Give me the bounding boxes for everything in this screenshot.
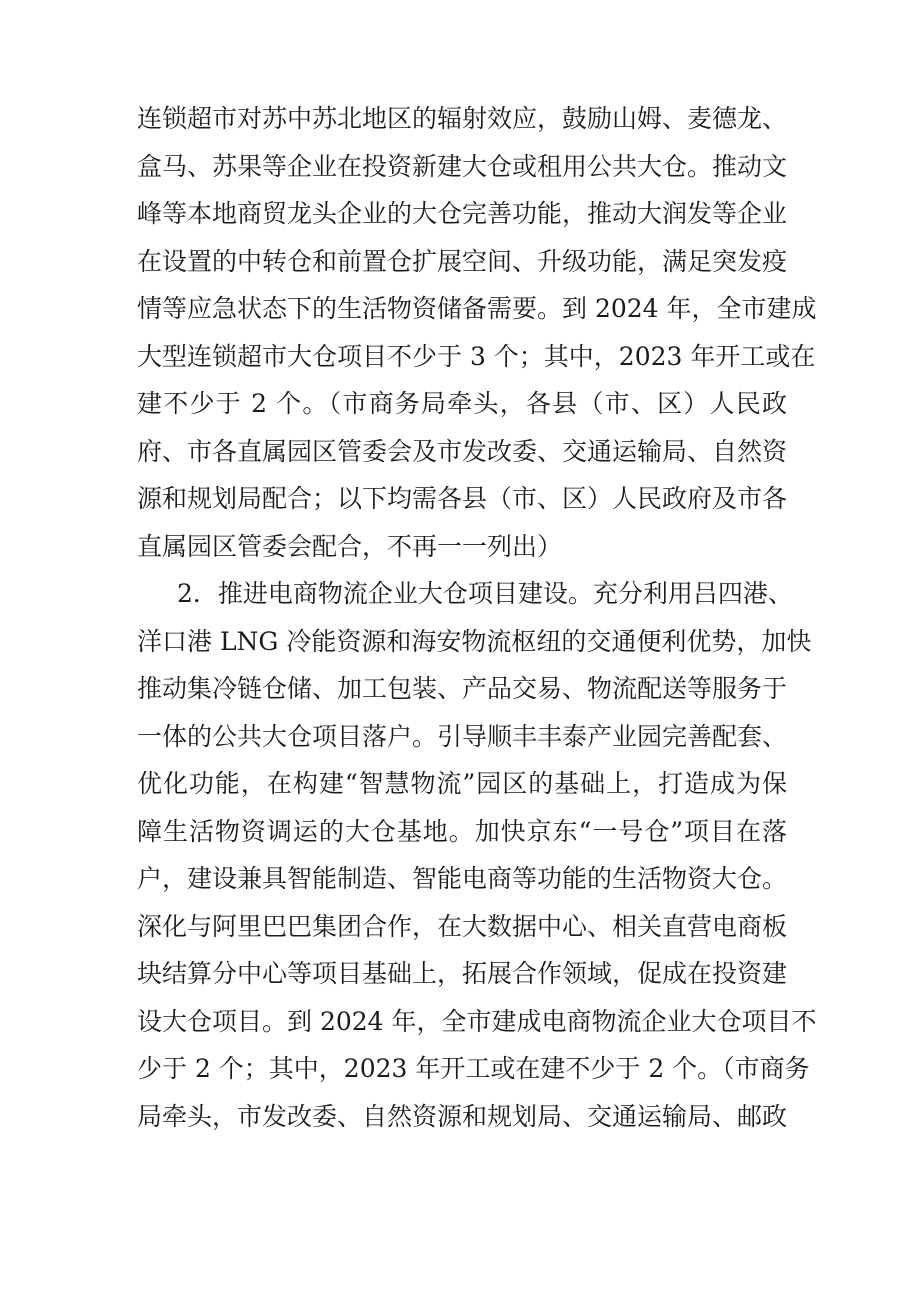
text-line: 优化功能，在构建“智慧物流”园区的基础上，打造成为保 (137, 769, 787, 798)
text-line: 府、市各直属园区管委会及市发改委、交通运输局、自然资 (137, 436, 788, 466)
body-text (137, 95, 817, 1140)
text-line: 推动集冷链仓储、加工包装、产品交易、物流配送等服务于 (137, 674, 788, 703)
text-line: 盒马、苏果等企业在投资新建大仓或租用公共大仓。推动文 (137, 151, 788, 181)
text-line: 一体的公共大仓项目落户。引导顺丰丰泰产业园完善配套、 (137, 721, 788, 751)
text-line: 峰等本地商贸龙头企业的大仓完善功能，推动大润发等企业 (137, 199, 788, 228)
text-line: 在设置的中转仓和前置仓扩展空间、升级功能，满足突发疫 (137, 246, 788, 276)
text-line: 障生活物资调运的大仓基地。加快京东“一号仓”项目在落 (137, 816, 787, 846)
text-line: 情等应急状态下的生活物资储备需要。到 2024 年，全市建成 (137, 294, 817, 323)
text-line: 洋口港 LNG 冷能资源和海安物流枢纽的交通便利优势，加快 (137, 626, 812, 656)
text-line: 局牵头，市发改委、自然资源和规划局、交通运输局、邮政 (137, 1101, 788, 1131)
text-line: 直属园区管委会配合，不再一一列出） (137, 531, 563, 561)
text-line: 连锁超市对苏中苏北地区的辐射效应，鼓励山姆、麦德龙、 (137, 104, 788, 133)
text-line: 源和规划局配合；以下均需各县（市、区）人民政府及市各 (137, 484, 788, 513)
text-line: 设大仓项目。到 2024 年，全市建成电商物流企业大仓项目不 (137, 1006, 817, 1036)
text-line: 大型连锁超市大仓项目不少于 3 个；其中，2023 年开工或在 (137, 341, 816, 371)
text-line: 深化与阿里巴巴集团合作，在大数据中心、相关直营电商板 (137, 911, 788, 941)
text-line: 块结算分中心等项目基础上，拓展合作领域，促成在投资建 (137, 959, 788, 988)
text-line: 户，建设兼具智能制造、智能电商等功能的生活物资大仓。 (137, 864, 788, 893)
text-line: 少于 2 个；其中，2023 年开工或在建不少于 2 个。（市商务 (137, 1054, 810, 1083)
text-line: 建不少于 2 个。（市商务局牵头，各县（市、区）人民政 (137, 389, 787, 418)
text-line: 2．推进电商物流企业大仓项目建设。充分利用吕四港、 (177, 579, 793, 608)
